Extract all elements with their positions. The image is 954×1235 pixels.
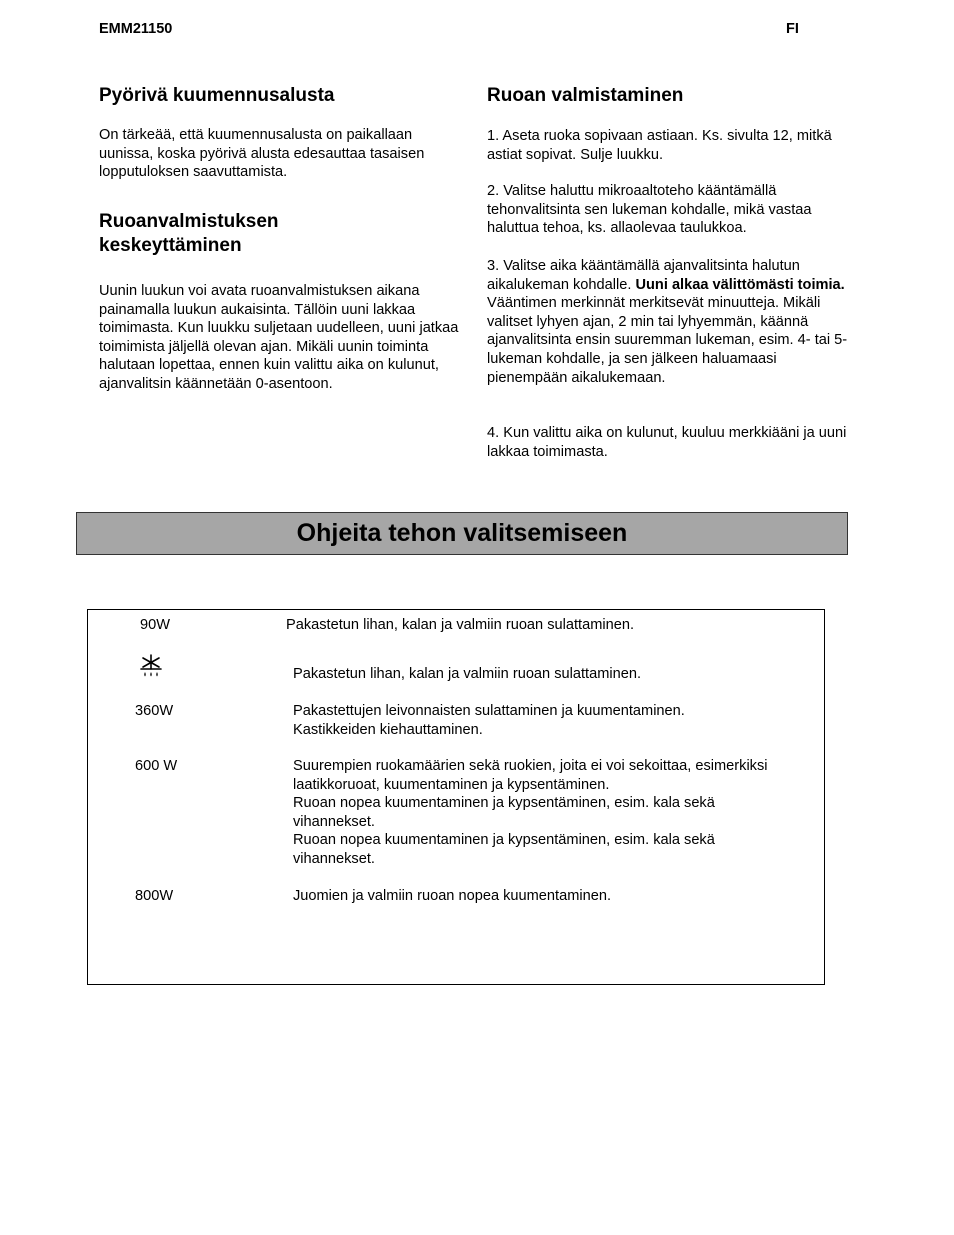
- section-title-cooking: Ruoan valmistaminen: [487, 85, 684, 106]
- section-title-interrupt-line2: keskeyttäminen: [99, 235, 242, 256]
- cooking-step-4: 4. Kun valittu aika on kulunut, kuuluu merkkiääni ja uuni lakkaa toimimasta.: [487, 425, 847, 460]
- cooking-step-3-part1: 3. Valitse aika kääntämällä ajanvalitsinta halutun aikalukeman kohdalle.: [487, 258, 800, 293]
- power-desc-800w: Juomien ja valmiin ruoan nopea kuumentaminen.: [293, 888, 612, 904]
- turntable-text: On tärkeää, että kuumennusalusta on paikallaan uunissa, koska pyörivä alusta edesauttaa tasaisen lopputuloksen saavuttamista.: [99, 127, 425, 181]
- section-title-interrupt: [99, 210, 279, 258]
- cooking-step-2: 2. Valitse haluttu mikroaaltoteho kääntämällä tehonvalitsinta sen lukeman kohdalle, mikä vastaa haluttua tehoa, ks. allaolevaa taulukkoa.: [487, 183, 812, 237]
- power-label-600w: 600 W: [135, 758, 178, 774]
- cooking-step-3: [487, 257, 849, 387]
- power-label-360w: 360W: [135, 703, 174, 719]
- power-desc-360w: Pakastettujen leivonnaisten sulattaminen ja kuumentaminen. Kastikkeiden kiehauttaminen.: [293, 703, 685, 738]
- cooking-step-3-part2: Vääntimen merkinnät merkitsevät minuutteja. Mikäli valitset lyhyen ajan, 2 min tai lyhyemmän, käännä ajanvalitsinta ensin suuremman lukeman, esim. 4- tai 5- lukeman kohdalle, ja sen jälkeen haluamaasi pienempään aikalukemaan.: [487, 295, 848, 386]
- section-title-interrupt-line1: Ruoanvalmistuksen: [99, 211, 279, 232]
- defrost-snowflake-icon: [139, 654, 163, 680]
- cooking-step-1: 1. Aseta ruoka sopivaan astiaan. Ks. sivulta 12, mitkä astiat sopivat. Sulje luukku.: [487, 128, 832, 163]
- power-guide-title: Ohjeita tehon valitsemiseen: [296, 519, 628, 547]
- power-label-800w: 800W: [135, 888, 174, 904]
- power-label-90w: 90W: [140, 617, 171, 633]
- power-desc-600w: Suurempien ruokamäärien sekä ruokien, joita ei voi sekoittaa, esimerkiksi laatikkoruoat, kuumentaminen ja kypsentäminen. Ruoan nopea kuumentaminen ja kypsentäminen, esim. kala sekä vihannekset. Ruoan nopea kuumentaminen ja kypsentäminen, esim. kala sekä vihannekset.: [293, 758, 768, 867]
- interrupt-text: Uunin luukun voi avata ruoanvalmistuksen aikana painamalla luukun aukaisinta. Tällöin uuni lakkaa toimimasta. Kun luukku suljetaan uudelleen, uuni jatkaa toimimista jäljellä olevan ajan. Mikäli uunin toiminta halutaan lopettaa, ennen kuin valittu aika on kulunut, ajanvalitsin käännetään 0-asentoon.: [99, 283, 459, 392]
- model-code: EMM21150: [99, 21, 173, 37]
- power-desc-defrost: Pakastetun lihan, kalan ja valmiin ruoan sulattaminen.: [293, 666, 642, 682]
- power-desc-90w: Pakastetun lihan, kalan ja valmiin ruoan sulattaminen.: [286, 617, 635, 633]
- cooking-step-3-bold: Uuni alkaa välittömästi toimia.: [635, 276, 845, 293]
- section-title-turntable: Pyörivä kuumennusalusta: [99, 85, 335, 106]
- language-code: FI: [786, 21, 799, 37]
- power-guide-banner: [76, 512, 848, 555]
